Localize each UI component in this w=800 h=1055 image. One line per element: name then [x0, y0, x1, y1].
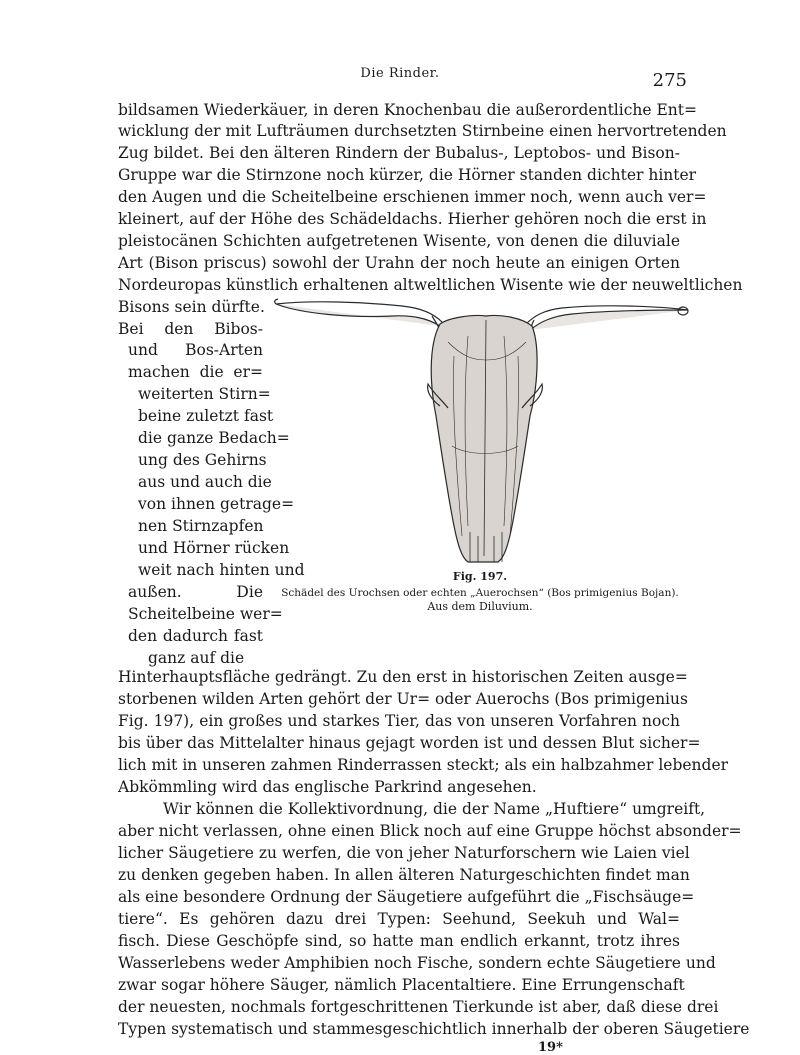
- text-line: außen. Die: [128, 583, 263, 601]
- text-line: Gruppe war die Stirnzone noch kürzer, die Hörner standen dichter hinter: [118, 166, 697, 184]
- text-line: fisch. Diese Geschöpfe sind, so hatte man endlich erkannt, trotz ihres: [118, 932, 680, 950]
- text-line: die ganze Bedach=: [138, 429, 290, 447]
- text-line: lich mit in unseren zahmen Rinderrassen steckt; als ein halbzahmer lebender: [118, 756, 729, 774]
- signature-mark: 19*: [538, 1040, 563, 1055]
- text-line: Wasserlebens weder Amphibien noch Fische, sondern echte Säugetiere und: [118, 954, 716, 972]
- figure-label: Fig. 197.: [452, 570, 508, 583]
- text-line: Typen systematisch und stammesgeschichtlich innerhalb der oberen Säugetiere: [118, 1020, 750, 1038]
- text-line: kleinert, auf der Höhe des Schädeldachs. Hierher gehören noch die erst in: [118, 210, 707, 228]
- text-line: ung des Gehirns: [138, 451, 267, 469]
- text-line: wicklung der mit Lufträumen durchsetzten Stirnbeine einen hervortretenden: [118, 122, 727, 140]
- figure-caption: Schädel des Urochsen oder echten „Auerochsen“ (Bos primigenius Bojan).: [281, 587, 679, 599]
- text-line: nen Stirnzapfen: [138, 517, 264, 535]
- text-line: Art (Bison priscus) sowohl der Urahn der noch heute an einigen Orten: [118, 254, 680, 272]
- text-line: und Bos-Arten: [128, 341, 263, 359]
- text-line: aber nicht verlassen, ohne einen Blick noch auf eine Gruppe höchst absonder=: [118, 822, 742, 840]
- text-line: Nordeuropas künstlich erhaltenen altweltlichen Wisente wie der neuweltlichen: [118, 276, 743, 294]
- text-line: Scheitelbeine wer=: [128, 605, 283, 623]
- text-line: als eine besondere Ordnung der Säugetiere aufgeführt die „Fischsäuge=: [118, 888, 695, 906]
- text-line: pleistocänen Schichten aufgetretenen Wisente, von denen die diluviale: [118, 232, 680, 250]
- text-line: Zug bildet. Bei den älteren Rindern der Bubalus-, Leptobos- und Bison-: [118, 144, 680, 162]
- page-number: 275: [652, 70, 687, 91]
- text-line: und Hörner rücken: [138, 539, 290, 557]
- text-line: zwar sogar höhere Säuger, nämlich Placentaltiere. Eine Errungenschaft: [118, 976, 685, 994]
- text-line: tiere“. Es gehören dazu drei Typen: Seehund, Seekuh und Wal=: [118, 910, 680, 928]
- text-line: der neuesten, nochmals fortgeschrittenen Tierkunde ist aber, daß diese drei: [118, 998, 719, 1016]
- text-line: Fig. 197), ein großes und starkes Tier, das von unseren Vorfahren noch: [118, 712, 680, 730]
- text-line: den dadurch fast: [128, 627, 263, 645]
- text-line: von ihnen getrage=: [138, 495, 295, 513]
- text-line: weit nach hinten und: [138, 561, 305, 579]
- text-line: storbenen wilden Arten gehört der Ur= oder Auerochs (Bos primigenius: [118, 690, 688, 708]
- text-line: den Augen und die Scheitelbeine erschienen immer noch, wenn auch ver=: [118, 188, 707, 206]
- text-line: aus und auch die: [138, 473, 272, 491]
- running-header: Die Rinder.: [360, 66, 440, 81]
- text-line: licher Säugetiere zu werfen, die von jeher Naturforschern wie Laien viel: [118, 844, 690, 862]
- text-line: Hinterhauptsfläche gedrängt. Zu den erst in historischen Zeiten ausge=: [118, 668, 688, 686]
- text-line: Wir können die Kollektivordnung, die der Name „Huftiere“ umgreift,: [163, 800, 706, 818]
- text-line: weiterten Stirn=: [138, 385, 271, 403]
- text-line: machen die er=: [128, 363, 263, 381]
- text-line: beine zuletzt fast: [138, 407, 274, 425]
- skull-illustration: [272, 296, 692, 568]
- text-line: Abkömmling wird das englische Parkrind angesehen.: [118, 778, 537, 796]
- text-line: ganz auf die: [148, 649, 245, 667]
- text-line: bildsamen Wiederkäuer, in deren Knochenbau die außerordentliche Ent=: [118, 101, 697, 119]
- figure-caption-source: Aus dem Diluvium.: [427, 600, 533, 613]
- text-line: zu denken gegeben haben. In allen älteren Naturgeschichten findet man: [118, 866, 690, 884]
- text-line: Bei den Bibos-: [118, 320, 263, 338]
- text-line: Bisons sein dürfte.: [118, 298, 265, 316]
- text-line: bis über das Mittelalter hinaus gejagt worden ist und dessen Blut sicher=: [118, 734, 701, 752]
